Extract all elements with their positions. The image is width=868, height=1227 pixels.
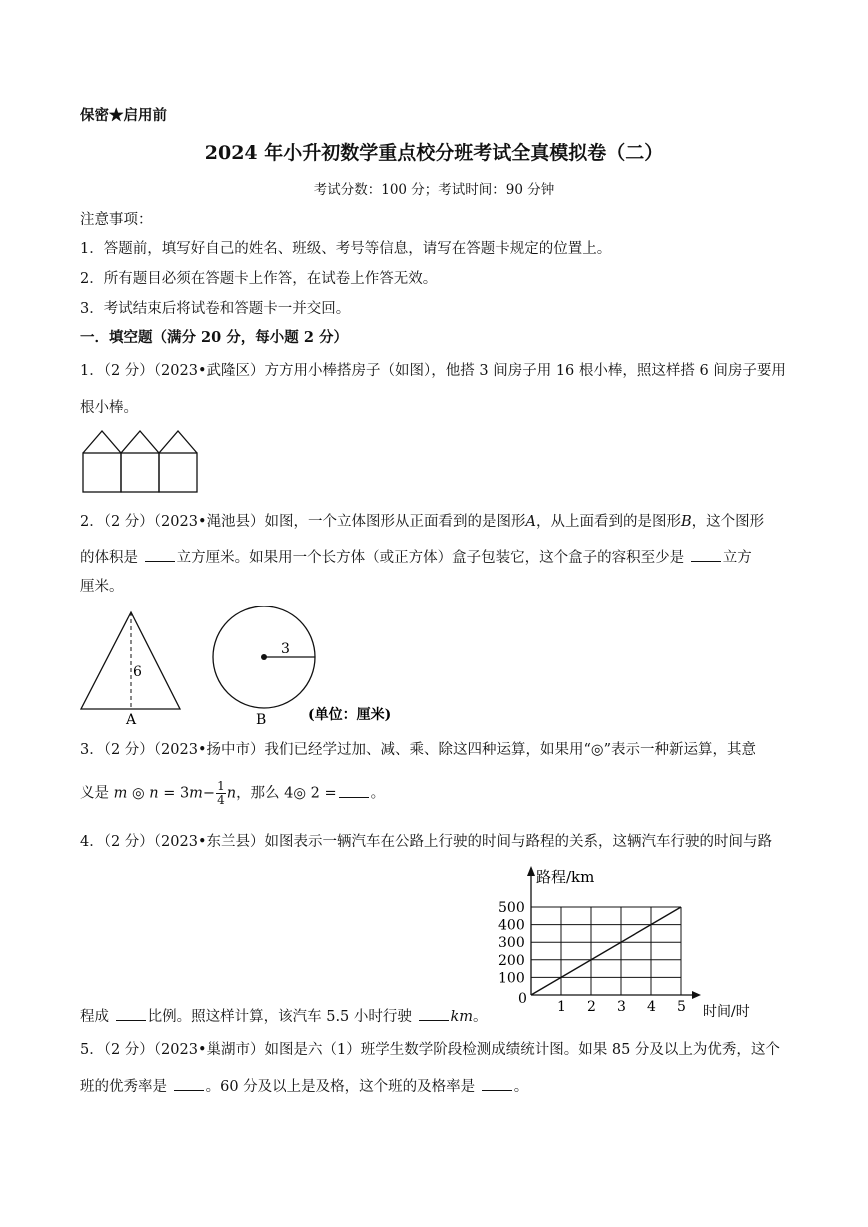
series-line <box>531 907 681 995</box>
houses-figure <box>80 428 202 496</box>
chart-origin-label: 0 <box>518 991 527 1007</box>
chart-x-label: 时间/时 <box>703 1004 750 1020</box>
fraction: $\frac{1}{4}$ <box>217 779 225 807</box>
question-3-line-1: 3．（2 分）（2023•扬中市）我们已经学过加、减、乘、除这四种运算，如果用“◎”表示一种新运算，其意 <box>80 742 756 758</box>
question-1-line-1: 1．（2 分）（2023•武隆区）方方用小棒搭房子（如图），他搭 3 间房子用 16 根小棒，照这样搭 6 间房子要用 <box>80 363 786 379</box>
x-tick-label: 4 <box>647 999 656 1015</box>
time-distance-chart <box>490 860 780 1025</box>
triangle-front-view <box>81 612 180 709</box>
page-title: 2024 年小升初数学重点校分班考试全真模拟卷（二） <box>204 142 664 164</box>
question-4-line-1: 4．（2 分）（2023•东兰县）如图表示一辆汽车在公路上行驶的时间与路程的关系，这辆汽车行驶的时间与路 <box>80 834 773 850</box>
circle-top-view <box>213 606 315 708</box>
notice-heading: 注意事项： <box>80 212 153 228</box>
x-tick-label: 2 <box>587 999 596 1015</box>
question-2-line-2: 的体积是 立方厘米。如果用一个长方体（或正方体）盒子包装它，这个盒子的容积至少是 立方 <box>80 547 752 568</box>
radius-label: 3 <box>281 641 290 657</box>
chart-y-label: 路程/km <box>536 868 595 886</box>
chart-series <box>531 907 681 995</box>
unit-label: (单位：厘米) <box>308 707 392 723</box>
notice-item: 1．答题前，填写好自己的姓名、班级、考号等信息，请写在答题卡规定的位置上。 <box>80 241 612 257</box>
question-1-line-2: 根小棒。 <box>80 400 138 416</box>
y-tick-label: 300 <box>498 935 525 952</box>
figure-b-label: B <box>256 712 267 728</box>
x-tick-label: 3 <box>617 999 626 1015</box>
x-tick-label: 1 <box>557 999 566 1015</box>
answer-blank[interactable] <box>339 783 369 798</box>
y-tick-label: 400 <box>498 917 525 934</box>
figure-a-label: A <box>126 712 137 728</box>
answer-blank[interactable] <box>419 1006 449 1021</box>
question-5-line-1: 5．（2 分）（2023•巢湖市）如图是六（1）班学生数学阶段检测成绩统计图。如果 85 分及以上为优秀，这个 <box>80 1042 780 1058</box>
answer-blank[interactable] <box>691 547 721 562</box>
question-5-line-2: 班的优秀率是 。60 分及以上是及格，这个班的及格率是 。 <box>80 1076 528 1097</box>
height-label: 6 <box>133 664 142 680</box>
y-axis-arrow <box>527 866 535 876</box>
question-4-line-2: 程成 比例。照这样计算，该汽车 5.5 小时行驶 km。 <box>80 1006 488 1027</box>
answer-blank[interactable] <box>174 1076 204 1091</box>
y-tick-label: 500 <box>498 900 525 916</box>
y-tick-label: 100 <box>498 970 525 987</box>
section-heading: 一．填空题（满分 20 分，每小题 2 分） <box>80 329 348 346</box>
question-2-line-1: 2．（2 分）（2023•渑池县）如图，一个立体图形从正面看到的是图形A，从上面看到的是图形B，这个图形 <box>80 514 765 530</box>
notice-item: 2．所有题目必须在答题卡上作答，在试卷上作答无效。 <box>80 271 438 287</box>
exam-info: 考试分数：100 分；考试时间：90 分钟 <box>313 182 555 198</box>
confidential-label: 保密★启用前 <box>80 107 167 124</box>
x-tick-label: 5 <box>677 999 686 1015</box>
answer-blank[interactable] <box>482 1076 512 1091</box>
question-2-line-3: 厘米。 <box>80 579 124 595</box>
question-3-line-2: 义是 m ◎ n = 3m− $\frac{1}{4}$ n，那么 4◎ 2 = 。 <box>80 779 386 807</box>
y-tick-label: 200 <box>498 952 525 969</box>
solid-views-figure <box>76 606 416 728</box>
notice-item: 3．考试结束后将试卷和答题卡一并交回。 <box>80 301 351 317</box>
answer-blank[interactable] <box>145 547 175 562</box>
answer-blank[interactable] <box>116 1006 146 1021</box>
x-axis-arrow <box>692 991 701 999</box>
